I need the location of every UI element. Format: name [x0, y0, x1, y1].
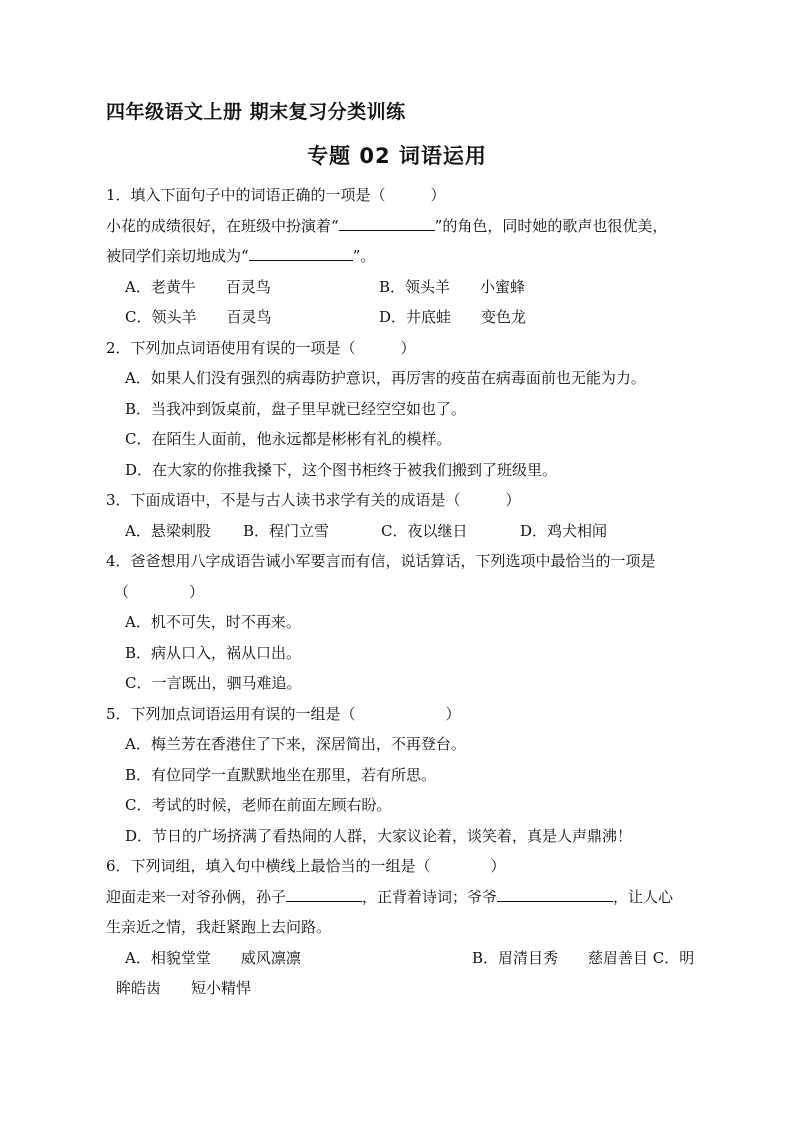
option-a[interactable]: A．如果人们没有强烈的病毒防护意识，再厉害的疫苗在病毒面前也无能为力。	[125, 369, 646, 387]
option-c[interactable]: C．领头羊 百灵鸟	[125, 308, 272, 326]
question-6-options-row	[106, 943, 706, 974]
option-d[interactable]: D．在大家的你推我搡下，这个图书柜终于被我们搬到了班级里。	[125, 460, 558, 479]
passage-text: ”的角色，同时她的歌声也很优美，	[434, 216, 668, 235]
option-b[interactable]: B．眉清目秀 慈眉善目 C．明	[472, 948, 695, 967]
option-c[interactable]: C．夜以继日	[381, 521, 468, 540]
option-a[interactable]: A．相貌堂堂 威风凛凛	[125, 948, 301, 967]
option-d[interactable]: D．鸡犬相闻	[520, 521, 608, 540]
option-d[interactable]: D．井底蛙 变色龙	[379, 308, 527, 326]
passage-text: 迎面走来一对爷孙俩，孙子	[106, 887, 287, 906]
option-a[interactable]: A．机不可失，时不再来。	[125, 613, 301, 631]
option-c[interactable]: C．考试的时候，老师在前面左顾右盼。	[125, 796, 392, 814]
question-6-passage-line-2: 生亲近之情，我赶紧跑上去问路。	[106, 918, 332, 936]
question-1-options-row-2	[106, 302, 706, 333]
passage-text: ，让人心	[613, 887, 674, 906]
option-c-continued[interactable]: 眸皓齿 短小精悍	[116, 979, 252, 997]
passage-text: 被同学们亲切地成为“	[106, 247, 249, 265]
question-4-stem: 4．爸爸想用八字成语告诫小军要言而有信，说话算话，下列选项中最恰当的一项是	[106, 552, 656, 570]
option-c[interactable]: C．在陌生人面前，他永远都是彬彬有礼的模样。	[125, 430, 452, 448]
answer-blank[interactable]	[497, 886, 613, 902]
option-b[interactable]: B．当我冲到饭桌前，盘子里早就已经空空如也了。	[125, 399, 467, 418]
question-1-passage-line-1	[106, 211, 706, 242]
option-c[interactable]: C．一言既出，驷马难追。	[125, 674, 302, 692]
question-2-stem: 2．下列加点词语使用有误的一项是（ ）	[106, 338, 416, 357]
topic-title: 专题 02 词语运用	[307, 144, 487, 168]
document-title: 四年级语文上册 期末复习分类训练	[106, 101, 406, 123]
option-b[interactable]: B．有位同学一直默默地坐在那里，若有所思。	[125, 765, 437, 784]
answer-blank[interactable]	[339, 215, 435, 231]
option-d[interactable]: D．节日的广场挤满了看热闹的人群，大家议论着，谈笑着，真是人声鼎沸！	[125, 826, 633, 845]
answer-blank[interactable]	[249, 245, 353, 261]
question-3-stem: 3．下面成语中，不是与古人读书求学有关的成语是（ ）	[106, 491, 521, 509]
question-5-stem: 5．下列加点词语运用有误的一组是（ ）	[106, 704, 461, 723]
option-b[interactable]: B．病从口入，祸从口出。	[125, 643, 302, 662]
passage-text: ”。	[352, 247, 376, 265]
question-6-stem: 6．下列词组，填入句中横线上最恰当的一组是（ ）	[106, 857, 506, 875]
option-a[interactable]: A．梅兰芳在香港住了下来，深居简出，不再登台。	[125, 735, 466, 753]
passage-text: 小花的成绩很好，在班级中扮演着“	[106, 216, 339, 235]
option-a[interactable]: A．悬梁刺股	[125, 521, 211, 540]
question-6-passage-line-1	[106, 882, 706, 913]
option-a[interactable]: A．老黄牛 百灵鸟	[125, 277, 271, 296]
option-b[interactable]: B．领头羊 小蜜蜂	[379, 277, 526, 296]
question-1-stem: 1．填入下面句子中的词语正确的一项是（ ）	[106, 186, 446, 204]
passage-text: ，正背着诗词；爷爷	[362, 887, 498, 906]
answer-blank[interactable]	[286, 886, 362, 902]
answer-parentheses: （ ）	[114, 582, 205, 601]
question-1-passage-line-2	[106, 241, 706, 272]
question-1-options-row-1	[106, 272, 706, 303]
option-b[interactable]: B．程门立雪	[243, 521, 330, 540]
question-list	[106, 180, 706, 1004]
question-3-options	[106, 516, 706, 547]
